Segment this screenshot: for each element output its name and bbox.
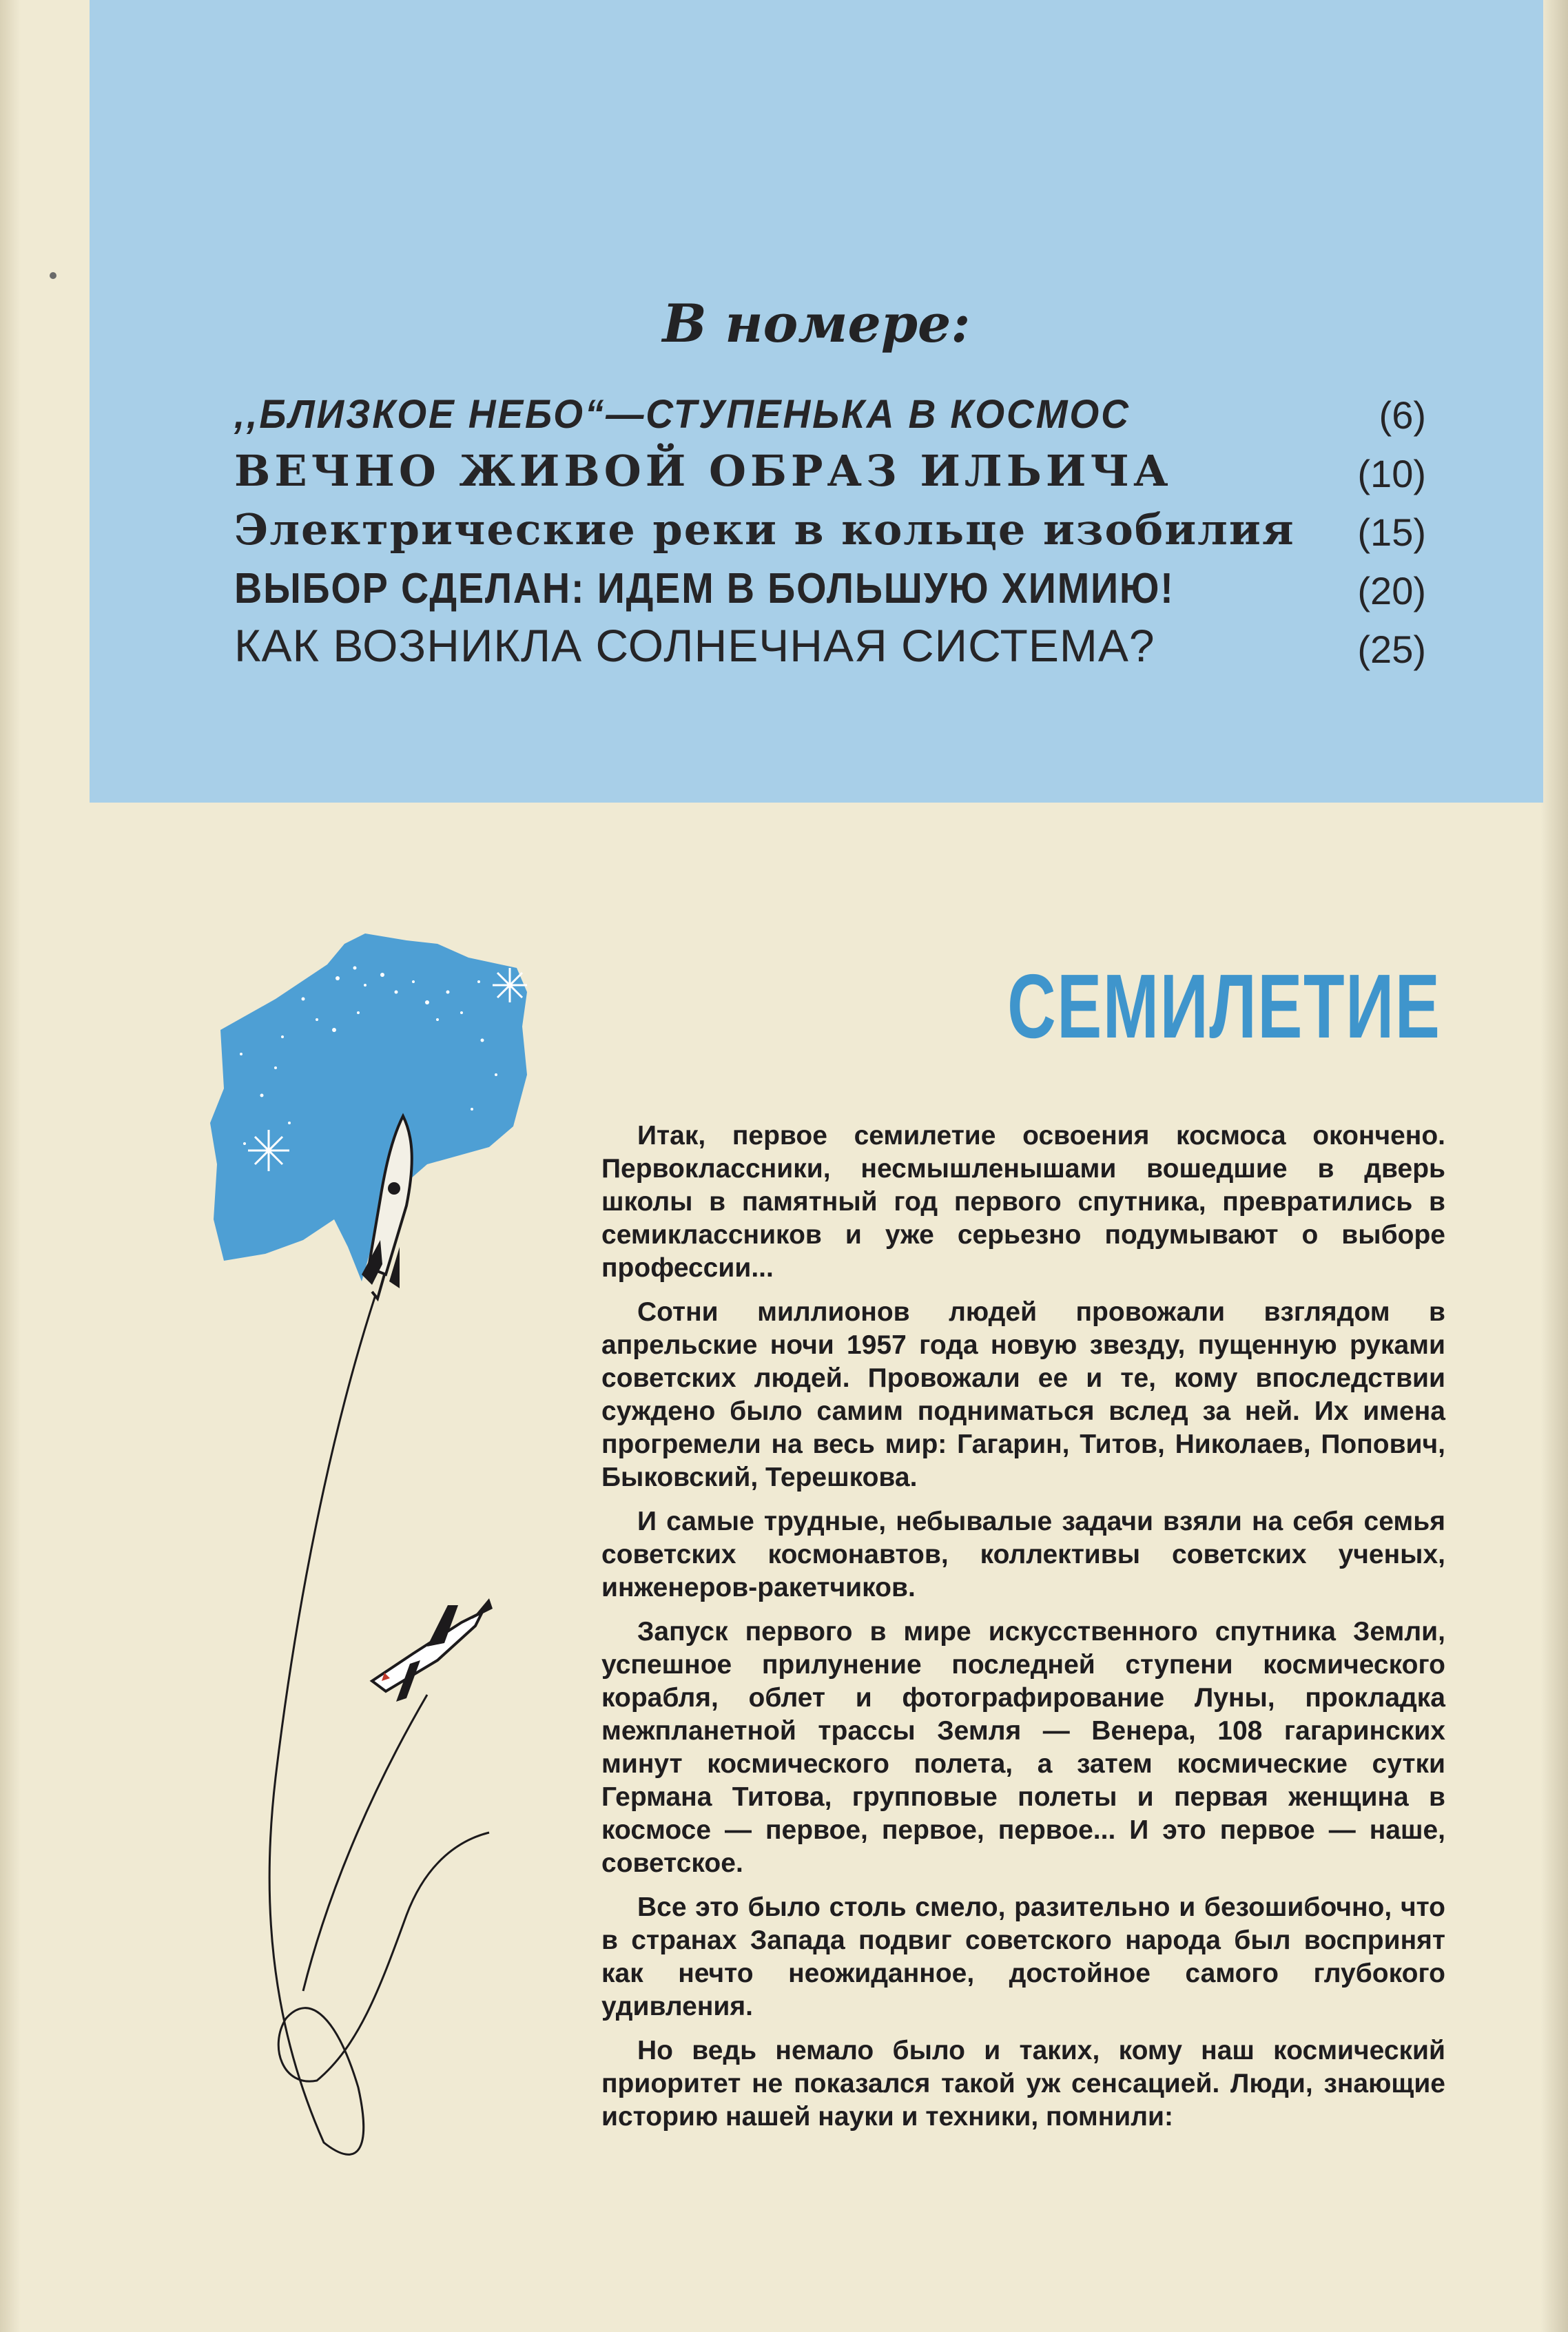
toc-item-title: ВЕЧНО ЖИВОЙ ОБРАЗ ИЛЬИЧА bbox=[234, 446, 1173, 496]
toc-item[interactable] bbox=[234, 610, 1426, 672]
page-right-edge bbox=[1540, 0, 1568, 2332]
toc-item-page: (6) bbox=[1379, 393, 1426, 437]
article-paragraph: Все это было столь смело, разительно и безошибочно, что в странах Запада подвиг советского народа был воспринят как нечто неожиданное, достойное самого глубокого удивления. bbox=[601, 1892, 1445, 2021]
ink-dot bbox=[50, 272, 56, 279]
article-body bbox=[601, 1119, 1445, 2145]
toc-item-title: ,,БЛИЗКОЕ НЕБО“—СТУПЕНЬКА В КОСМОС bbox=[234, 392, 1131, 437]
space-illustration bbox=[200, 916, 537, 2191]
toc-item-title: Электрические реки в кольце изобилия bbox=[234, 504, 1295, 555]
toc-item-page: (15) bbox=[1357, 510, 1426, 554]
toc-item[interactable] bbox=[234, 375, 1426, 437]
star-icon bbox=[493, 968, 527, 1002]
toc-item-page: (25) bbox=[1357, 628, 1426, 671]
toc-item-title: ВЫБОР СДЕЛАН: ИДЕМ В БОЛЬШУЮ ХИМИЮ! bbox=[234, 565, 1175, 612]
article-title: СЕМИЛЕТИЕ bbox=[1007, 956, 1441, 1057]
toc-item[interactable] bbox=[234, 434, 1426, 496]
toc-item[interactable] bbox=[234, 551, 1426, 613]
article-paragraph: Но ведь немало было и таких, кому наш космический приоритет не показался такой уж сенсацией. Люди, знающие историю нашей науки и техники, помнили: bbox=[601, 2036, 1445, 2132]
article-paragraph: Сотни миллионов людей провожали взглядом в апрельские ночи 1957 года новую звезду, пущенную руками советских людей. Провожали ее и те, кому впоследствии суждено было самим подниматься вслед за ней. Их имена прогремели на весь мир: Гагарин, Титов, Николаев, Попович, Быковский, Терешкова. bbox=[601, 1297, 1445, 1492]
toc-item-title: КАК ВОЗНИКЛА СОЛНЕЧНАЯ СИСТЕМА? bbox=[234, 620, 1155, 671]
article-paragraph: Запуск первого в мире искусственного спутника Земли, успешное прилунение последней ступени космического корабля, облет и фотографирование Луны, прокладка межпланетной трассы Земля — Венера, 108 гагаринских минут космического полета, а затем космические сутки Германа Титова, групповые полеты и первая женщина в космосе — первое, первое, первое... И это первое — наше, советское. bbox=[601, 1617, 1445, 1878]
article-paragraph: И самые трудные, небывалые задачи взяли на себя семья советских космонавтов, коллективы советских ученых, инженеров-ракетчиков. bbox=[601, 1507, 1445, 1602]
article-paragraph: Итак, первое семилетие освоения космоса окончено. Первоклассники, несмышленышами вошедшие в дверь школы в памятный год первого спутника, превратились в семиклассников и уже серьезно подумывают о выборе профессии... bbox=[601, 1121, 1445, 1283]
toc-item-page: (10) bbox=[1357, 452, 1426, 495]
contents-heading: В номере: bbox=[662, 293, 971, 354]
contents-box bbox=[90, 0, 1543, 803]
toc-item[interactable] bbox=[234, 493, 1426, 555]
toc-item-page: (20) bbox=[1357, 569, 1426, 612]
page-left-edge bbox=[0, 0, 21, 2332]
trajectory-line bbox=[269, 1295, 489, 2154]
sky-patch bbox=[210, 933, 527, 1281]
jet-airplane-icon bbox=[372, 1598, 493, 1702]
